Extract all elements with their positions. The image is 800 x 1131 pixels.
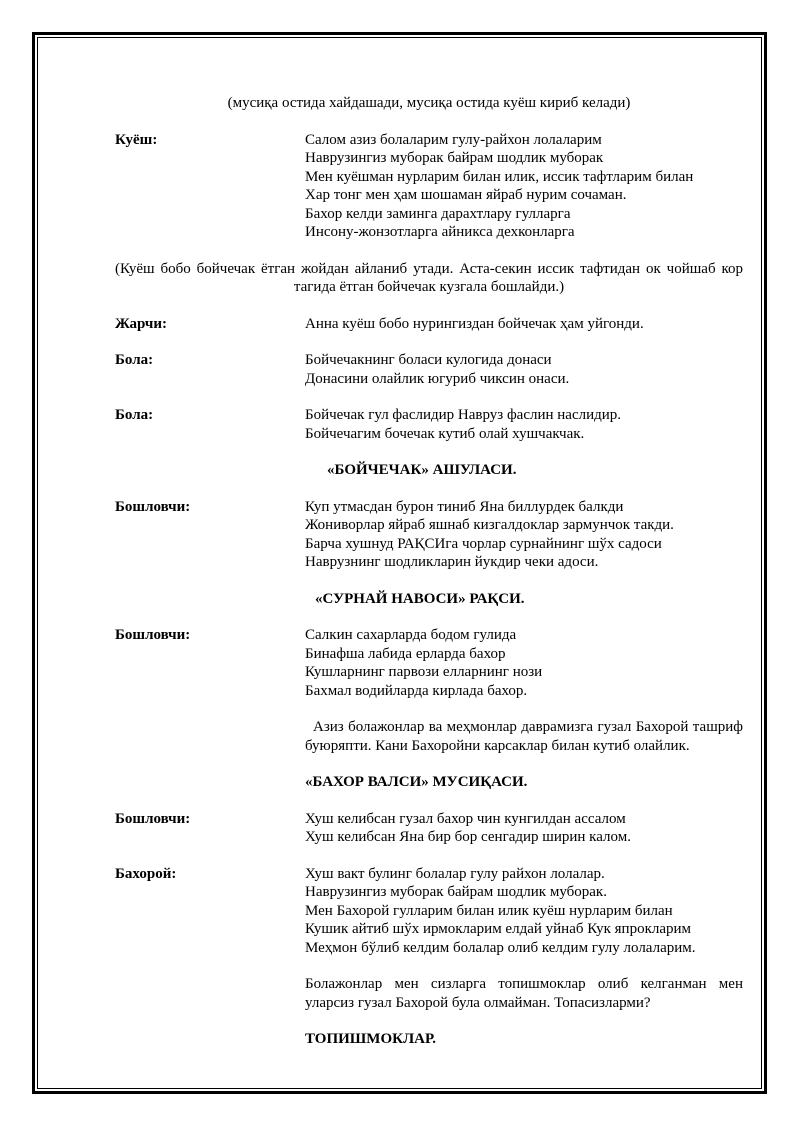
verse-line: Куп утмасдан бурон тиниб Яна биллурдек балкди <box>305 498 624 515</box>
verse-line: Хуш келибсан гузал бахор чин кунгилдан ассалом <box>305 810 626 827</box>
section-heading-boychechak: «БОЙЧЕЧАК» АШУЛАСИ. <box>327 462 517 478</box>
dialogue-block-boshlovchi-2 <box>115 626 743 755</box>
speaker-label: Бола: <box>115 407 154 423</box>
verse-line: Донасини олайлик югуриб чиксин онаси. <box>305 370 570 387</box>
verse-line: Хар тонг мен ҳам шошаман яйраб нурим сочаман. <box>305 187 627 203</box>
speaker-label: Бахорой: <box>115 865 177 882</box>
dialogue-block-bola-1 <box>115 351 743 388</box>
stage-direction-intro: (мусиқа остида хайдашади, мусиқа остида куёш кириб келади) <box>227 95 631 111</box>
verse-line: Бахор келди заминга дарахтлару гулларга <box>305 205 571 222</box>
verse-line: Бинафша лабида ерларда бахор <box>305 645 506 662</box>
speaker-label: Бошловчи: <box>115 498 191 515</box>
verse-line: Мен куёшман нурларим билан илик, иссик тафтларим билан <box>305 168 694 185</box>
verse-line: Наврузнинг шодликларин йукдир чеки адоси. <box>305 554 599 570</box>
verse-line: Жониворлар яйраб яшнаб кизгалдоклар зармунчок такди. <box>305 517 674 533</box>
paragraph-bahoroy-intro: Азиз болажонлар ва меҳмонлар даврамизга гузал Бахорой ташриф буюряпти. Кани Бахоройни карсаклар билан кутиб олайлик. <box>305 719 743 754</box>
dialogue-block-boshlovchi-3 <box>115 810 743 847</box>
verse-line: Меҳмон бўлиб келдим болалар олиб келдим гулу лолаларим. <box>305 939 696 956</box>
speaker-label: Бошловчи: <box>115 627 191 643</box>
verse-line: Анна куёш бобо нурингиздан бойчечак ҳам уйгонди. <box>305 315 644 332</box>
verse-line: Бойчечакнинг боласи кулогида донаси <box>305 352 552 368</box>
verse-line: Хуш вакт булинг болалар гулу райхон лолалар. <box>305 865 605 882</box>
section-heading-surnay: «СУРНАЙ НАВОСИ» РАҚСИ. <box>315 590 525 607</box>
section-heading-topishmoklar: ТОПИШМОКЛАР. <box>305 1031 437 1047</box>
verse-line: Кушларнинг парвози елларнинг нози <box>305 664 543 680</box>
verse-line: Бойчечагим бочечак кутиб олай хушчакчак. <box>305 425 585 442</box>
verse-line: Кушик айтиб шўх ирмокларим елдай уйнаб Кук япрокларим <box>305 921 692 937</box>
speaker-label: Бола: <box>115 352 154 368</box>
document-body <box>115 94 743 1049</box>
section-heading-vals: «БАХОР ВАЛСИ» МУСИҚАСИ. <box>305 774 528 790</box>
dialogue-block-boshlovchi-1 <box>115 498 743 572</box>
stage-direction-kuyosh: (Куёш бобо бойчечак ётган жойдан айланиб утади. Аста-секин иссик тафтидан ок чойшаб кор тагида ётган бойчечак кузгала бошлайди.) <box>115 260 743 295</box>
verse-line: Хуш келибсан Яна бир бор сенгадир ширин калом. <box>305 829 631 845</box>
speaker-label: Жарчи: <box>115 315 168 332</box>
dialogue-block-bola-2 <box>115 406 743 443</box>
verse-line: Мен Бахорой гулларим билан илик куёш нурларим билан <box>305 902 673 919</box>
verse-line: Наврузингиз муборак байрам шодлик муборак. <box>305 884 607 900</box>
verse-line: Барча хушнуд РАҚСИга чорлар сурнайнинг шўх садоси <box>305 535 662 552</box>
verse-line: Бойчечак гул фаслидир Навруз фаслин наслидир. <box>305 407 622 423</box>
verse-line: Наврузингиз муборак байрам шодлик муборак <box>305 150 604 166</box>
verse-line: Салкин сахарларда бодом гулида <box>305 627 517 643</box>
dialogue-block-bahoroy <box>115 865 743 1049</box>
verse-line: Салом азиз болаларим гулу-райхон лолаларим <box>305 131 602 148</box>
paragraph-topishmok: Болажонлар мен сизларга топишмоклар олиб келганман мен уларсиз гузал Бахорой була олмайман. Топасизларми? <box>305 976 743 1011</box>
dialogue-block-kuyosh <box>115 131 743 242</box>
speaker-label: Куёш: <box>115 131 158 148</box>
dialogue-block-jarchi <box>115 315 743 334</box>
verse-line: Инсону-жонзотларга айникса дехконларга <box>305 224 575 240</box>
verse-line: Бахмал водийларда кирлада бахор. <box>305 682 528 699</box>
speaker-label: Бошловчи: <box>115 810 191 827</box>
